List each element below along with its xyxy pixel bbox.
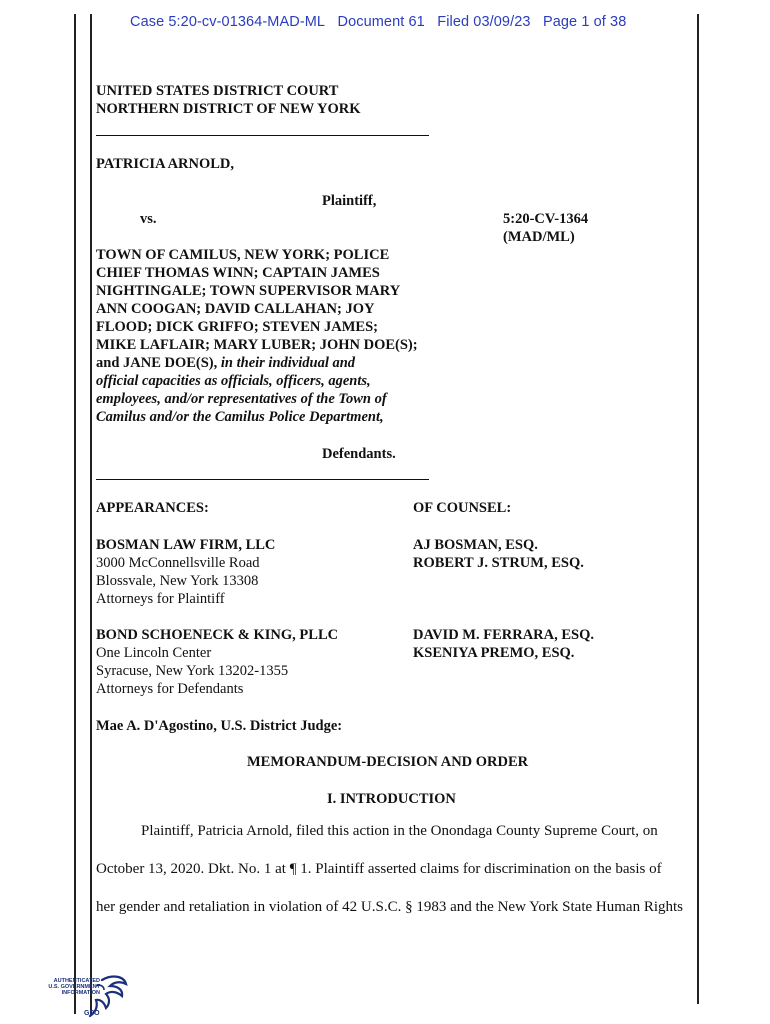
versus: vs.: [140, 211, 157, 227]
defendants-line: ANN COOGAN; DAVID CALLAHAN; JOY: [96, 301, 375, 317]
caption-bottom-rule: [96, 479, 429, 480]
case-number-line2: (MAD/ML): [503, 229, 575, 245]
capacity-text: in their individual and: [220, 355, 356, 371]
page-number: Page 1 of 38: [542, 14, 627, 30]
defendant-counsel: KSENIYA PREMO, ESQ.: [413, 645, 575, 661]
section-heading: I. INTRODUCTION: [327, 791, 456, 807]
plaintiff-address-line: Blossvale, New York 13308: [96, 573, 259, 589]
appearances-heading: APPEARANCES:: [96, 500, 209, 516]
plaintiff-address-line: Attorneys for Plaintiff: [96, 591, 225, 607]
capacity-text: employees, and/or representatives of the Town of: [96, 391, 387, 407]
filed-date: Filed 03/09/23: [437, 14, 531, 30]
plaintiff-firm: BOSMAN LAW FIRM, LLC: [96, 537, 276, 553]
gpo-authentication-seal: [40, 972, 132, 1020]
defendant-address-line: Attorneys for Defendants: [96, 681, 244, 697]
left-margin-rule-outer: [74, 14, 76, 1014]
defendants-line: CHIEF THOMAS WINN; CAPTAIN JAMES: [96, 265, 380, 281]
caption-top-rule: [96, 135, 429, 136]
capacity-text: official capacities as officials, officers, agents,: [96, 373, 371, 389]
defendant-firm: BOND SCHOENECK & KING, PLLC: [96, 627, 339, 643]
defendants-label: Defendants.: [322, 446, 396, 462]
court-name-line1: UNITED STATES DISTRICT COURT: [96, 83, 339, 99]
defendants-line-mixed: [96, 354, 355, 372]
ecf-header: [130, 14, 626, 30]
defendants-line: TOWN OF CAMILUS, NEW YORK; POLICE: [96, 247, 390, 263]
defendant-address-line: Syracuse, New York 13202-1355: [96, 663, 289, 679]
plaintiff-name: PATRICIA ARNOLD,: [96, 156, 235, 172]
defendants-line: NIGHTINGALE; TOWN SUPERVISOR MARY: [96, 283, 401, 299]
court-name-line2: NORTHERN DISTRICT OF NEW YORK: [96, 101, 361, 117]
plaintiff-counsel: ROBERT J. STRUM, ESQ.: [413, 555, 584, 571]
body-line: Plaintiff, Patricia Arnold, filed this action in the Onondaga County Supreme Court, on: [141, 823, 658, 839]
body-line: her gender and retaliation in violation of 42 U.S.C. § 1983 and the New York State Human Rights: [96, 899, 683, 915]
seal-text: AUTHENTICATED U.S. GOVERNMENT INFORMATION: [48, 978, 100, 997]
defendant-address-line: One Lincoln Center: [96, 645, 212, 661]
defendants-line: FLOOD; DICK GRIFFO; STEVEN JAMES;: [96, 319, 378, 335]
capacity-text: Camilus and/or the Camilus Police Department,: [96, 409, 384, 425]
left-margin-rule-inner: [90, 14, 92, 1014]
plaintiff-label: Plaintiff,: [322, 193, 377, 209]
of-counsel-heading: OF COUNSEL:: [413, 500, 512, 516]
body-line: October 13, 2020. Dkt. No. 1 at ¶ 1. Plaintiff asserted claims for discrimination on the basis of: [96, 861, 662, 877]
case-number-line1: 5:20-CV-1364: [503, 211, 589, 227]
document-title: MEMORANDUM-DECISION AND ORDER: [247, 754, 529, 770]
right-margin-rule: [697, 14, 699, 1004]
seal-mark: GPO: [84, 1010, 100, 1017]
jane-does: and JANE DOE(S),: [96, 355, 221, 371]
plaintiff-counsel: AJ BOSMAN, ESQ.: [413, 537, 538, 553]
document-number: Document 61: [337, 14, 425, 30]
plaintiff-address-line: 3000 McConnellsville Road: [96, 555, 260, 571]
case-number: Case 5:20-cv-01364-MAD-ML: [130, 14, 326, 30]
defendant-counsel: DAVID M. FERRARA, ESQ.: [413, 627, 594, 643]
defendants-line: MIKE LAFLAIR; MARY LUBER; JOHN DOE(S);: [96, 337, 418, 353]
judge-line: Mae A. D'Agostino, U.S. District Judge:: [96, 718, 343, 734]
